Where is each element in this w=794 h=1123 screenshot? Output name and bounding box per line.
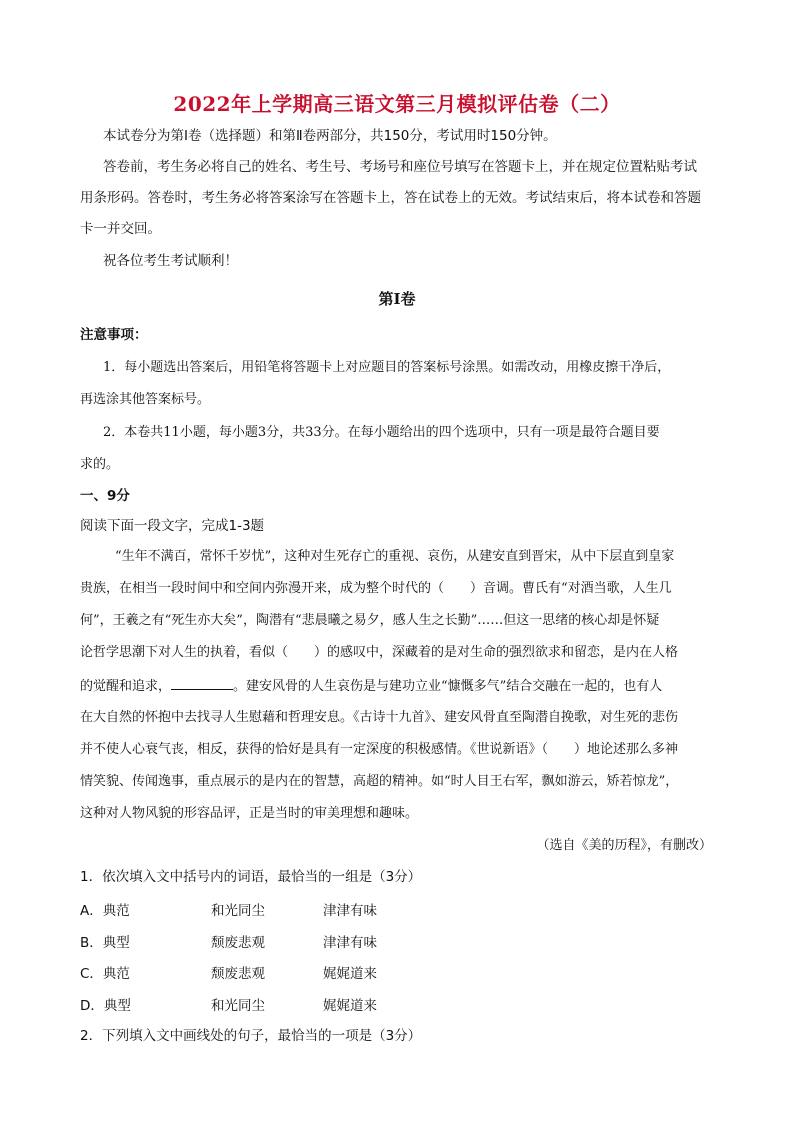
q1-option-a-2: 和光同尘: [211, 903, 265, 919]
q1-option-b-1: B．典型: [80, 935, 130, 951]
passage-source: （选自《美的历程》，有删改）: [536, 838, 712, 853]
intro-line-5: 祝各位考生考试顺利！: [103, 253, 238, 269]
intro-line-3: 用条形码。答卷时，考生务必将答案涂写在答题卡上，答在试卷上的无效。考试结束后，将本试卷和答题: [80, 190, 701, 206]
passage-line-1: “生年不满百，常怀千岁忧”，这种对生死存亡的重视、哀伤，从建安直到晋宋，从中下层直到皇家: [115, 549, 675, 564]
q1-option-c-2: 颓废悲观: [211, 966, 265, 982]
q1-option-a-3: 津津有味: [323, 903, 377, 919]
passage-line-6: 在大自然的怀抱中去找寻人生慰藉和哲理安息。《古诗十九首》、建安风骨直至陶潜自挽歌，对生死的悲伤: [80, 710, 679, 725]
q1-option-b-2: 颓废悲观: [211, 935, 265, 951]
q1-option-d-2: 和光同尘: [211, 998, 265, 1014]
passage-line-4: 论哲学思潮下对人生的执着，看似（ ）的感叹中，深藏着的是对生命的强烈欲求和留恋，是内在人格: [80, 645, 679, 660]
notice-2-line-1: 2．本卷共11小题，每小题3分，共33分。在每小题给出的四个选项中，只有一项是最符合题目要: [103, 425, 660, 440]
passage-line-5: [80, 677, 662, 696]
passage-line-9: 这种对人物风貌的形容品评，正是当时的审美理想和趣味。: [80, 806, 419, 821]
part1-instruction: 阅读下面一段文字，完成1-3题: [80, 518, 265, 534]
q1-option-d-1: D．典型: [80, 998, 131, 1014]
passage-line-5-part-a: 的觉醒和追求，: [80, 679, 172, 694]
q1-option-a-1: A．典范: [80, 903, 130, 919]
passage-line-3: 何”，王羲之有“死生亦大矣”，陶潜有“悲晨曦之易夕，感人生之长勤”……但这一思绪的核心却是怀疑: [80, 613, 660, 628]
passage-line-8: 情笑貌、传闻逸事，重点展示的是内在的智慧，高超的精神。如“时人目王右军，飘如游云，矫若惊龙”，: [80, 774, 679, 789]
q1-option-c-3: 娓娓道来: [323, 966, 377, 982]
q2-stem: 2．下列填入文中画线处的句子，最恰当的一项是（3分）: [80, 1028, 422, 1044]
notice-heading: 注意事项：: [80, 327, 148, 343]
part1-heading: 一、9分: [80, 488, 130, 504]
intro-line-1: 本试卷分为第Ⅰ卷（选择题）和第Ⅱ卷两部分，共150分，考试用时150分钟。: [103, 128, 557, 144]
intro-line-2: 答卷前，考生务必将自己的姓名、考生号、考场号和座位号填写在答题卡上，并在规定位置粘贴考试: [103, 159, 697, 175]
q1-option-b-3: 津津有味: [323, 935, 377, 951]
notice-1-line-2: 再选涂其他答案标号。: [80, 392, 211, 407]
exam-title: 2022年上学期高三语文第三月模拟评估卷（二）: [173, 92, 621, 116]
intro-line-4: 卡一并交回。: [80, 221, 161, 237]
passage-line-7: 并不使人心衰气丧，相反，获得的恰好是具有一定深度的积极感情。《世说新语》（ ）地论述那么多神: [80, 742, 679, 757]
notice-1-line-1: 1．每小题选出答案后，用铅笔将答题卡上对应题目的答案标号涂黑。如需改动，用橡皮擦干净后，: [103, 360, 671, 375]
q1-stem: 1．依次填入文中括号内的词语，最恰当的一组是（3分）: [80, 869, 422, 885]
notice-2-line-2: 求的。: [80, 457, 120, 472]
section-title: 第Ⅰ卷: [378, 290, 416, 308]
answer-blank-underline: [171, 677, 233, 690]
passage-line-2: 贵族，在相当一段时间中和空间内弥漫开来，成为整个时代的（ ）音调。曹氏有“对酒当歌，人生几: [80, 581, 672, 596]
q1-option-d-3: 娓娓道来: [323, 998, 377, 1014]
q1-option-c-1: C．典范: [80, 966, 130, 982]
passage-line-5-part-b: 。建安风骨的人生哀伤是与建功立业“慷慨多气”结合交融在一起的，也有人: [233, 679, 663, 694]
